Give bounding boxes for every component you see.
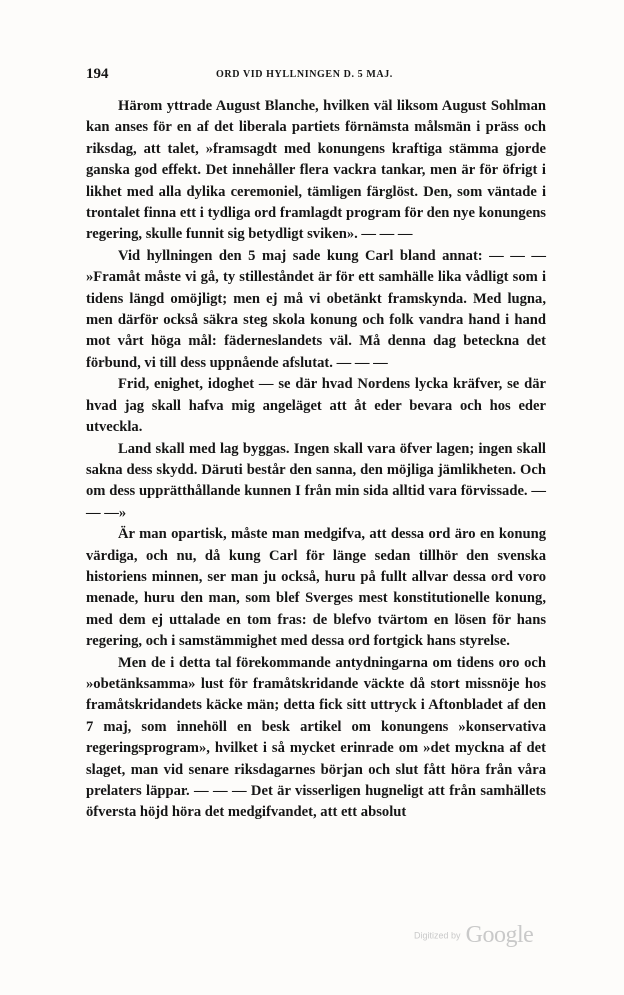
paragraph: Land skall med lag byggas. Ingen skall vara öfver lagen; ingen skall sakna dess skydd. Däruti består den sanna, den möjliga jämlikheten. Och om dess upprätthållande kunnen I från min sida alltid vara förvissade. — — —» — [86, 440, 546, 521]
paragraph: Vid hyllningen den 5 maj sade kung Carl bland annat: — — — »Framåt måste vi gå, ty stilleståndet är för ett samhälle lika vådligt som i tidens längd omöjligt; men ej må vi obetänkt framskynda. Med lugna, men därför också säkra steg skola konung och folk vandra hand i hand mot vårt höga mål: fäderneslandets väl. Må denna dag beteckna det förbund, vi till dess uppnående afslutat. — — — — [86, 247, 546, 371]
page-header — [86, 66, 546, 86]
paragraph: Frid, enighet, idoghet — se där hvad Nordens lycka kräfver, se där hvad jag skall hafva mig angeläget att åt eder bevara och hos eder utveckla. — [86, 376, 546, 436]
page-number: 194 — [86, 66, 109, 82]
body-text — [86, 96, 546, 824]
running-head: ORD VID HYLLNINGEN D. 5 MAJ. — [216, 69, 393, 80]
paragraph: Är man opartisk, måste man medgifva, att dessa ord äro en konung värdiga, och nu, då kung Carl för länge sedan tillhör den svenska historiens minnen, ser man ju också, huru på fullt allvar dessa ord voro menade, huru den man, som blef Sverges mest konstitutionelle konung, med dem ej uttalade en tom fras: de blefvo tvärtom en lösen för hans regering, och i samstämmighet med dessa ord fortgick hans styrelse. — [86, 526, 546, 650]
digitization-watermark — [414, 922, 533, 949]
paragraph: Men de i detta tal förekommande antydningarna om tidens oro och »obetänksamma» lust för framåtskridande väckte då stort missnöje hos framåtskridandets käcke män; detta fick sitt uttryck i Aftonbladet af den 7 maj, som innehöll en besk artikel om konungens »konservativa regeringsprogram», hvilket i så mycket erinrade om »det myckna af det slaget, man vid senare riksdagarnes början och slut fått höra från våra prelaters läppar. — — — Det är visserligen hugneligt att från samhällets öfversta höjd höra det medgifvandet, att ett absolut — [86, 654, 546, 821]
paragraph: Härom yttrade August Blanche, hvilken väl liksom August Sohlman kan anses för en af det liberala partiets förnämsta målsmän i präss och riksdag, att talet, »framsagdt med konungens kraftiga stämma gjorde ganska god effekt. Det innehåller flera vackra tankar, men är för öfrigt i likhet med alla dylika ceremoniel, tämligen färglöst. Den, som väntade i trontalet finna ett i tydliga ord framlagdt program för den nye konungens regering, skulle funnit sig betydligt sviken». — — — — [86, 98, 546, 243]
google-logo: Google — [465, 922, 534, 948]
digitized-by-label: Digitized by — [414, 930, 461, 941]
